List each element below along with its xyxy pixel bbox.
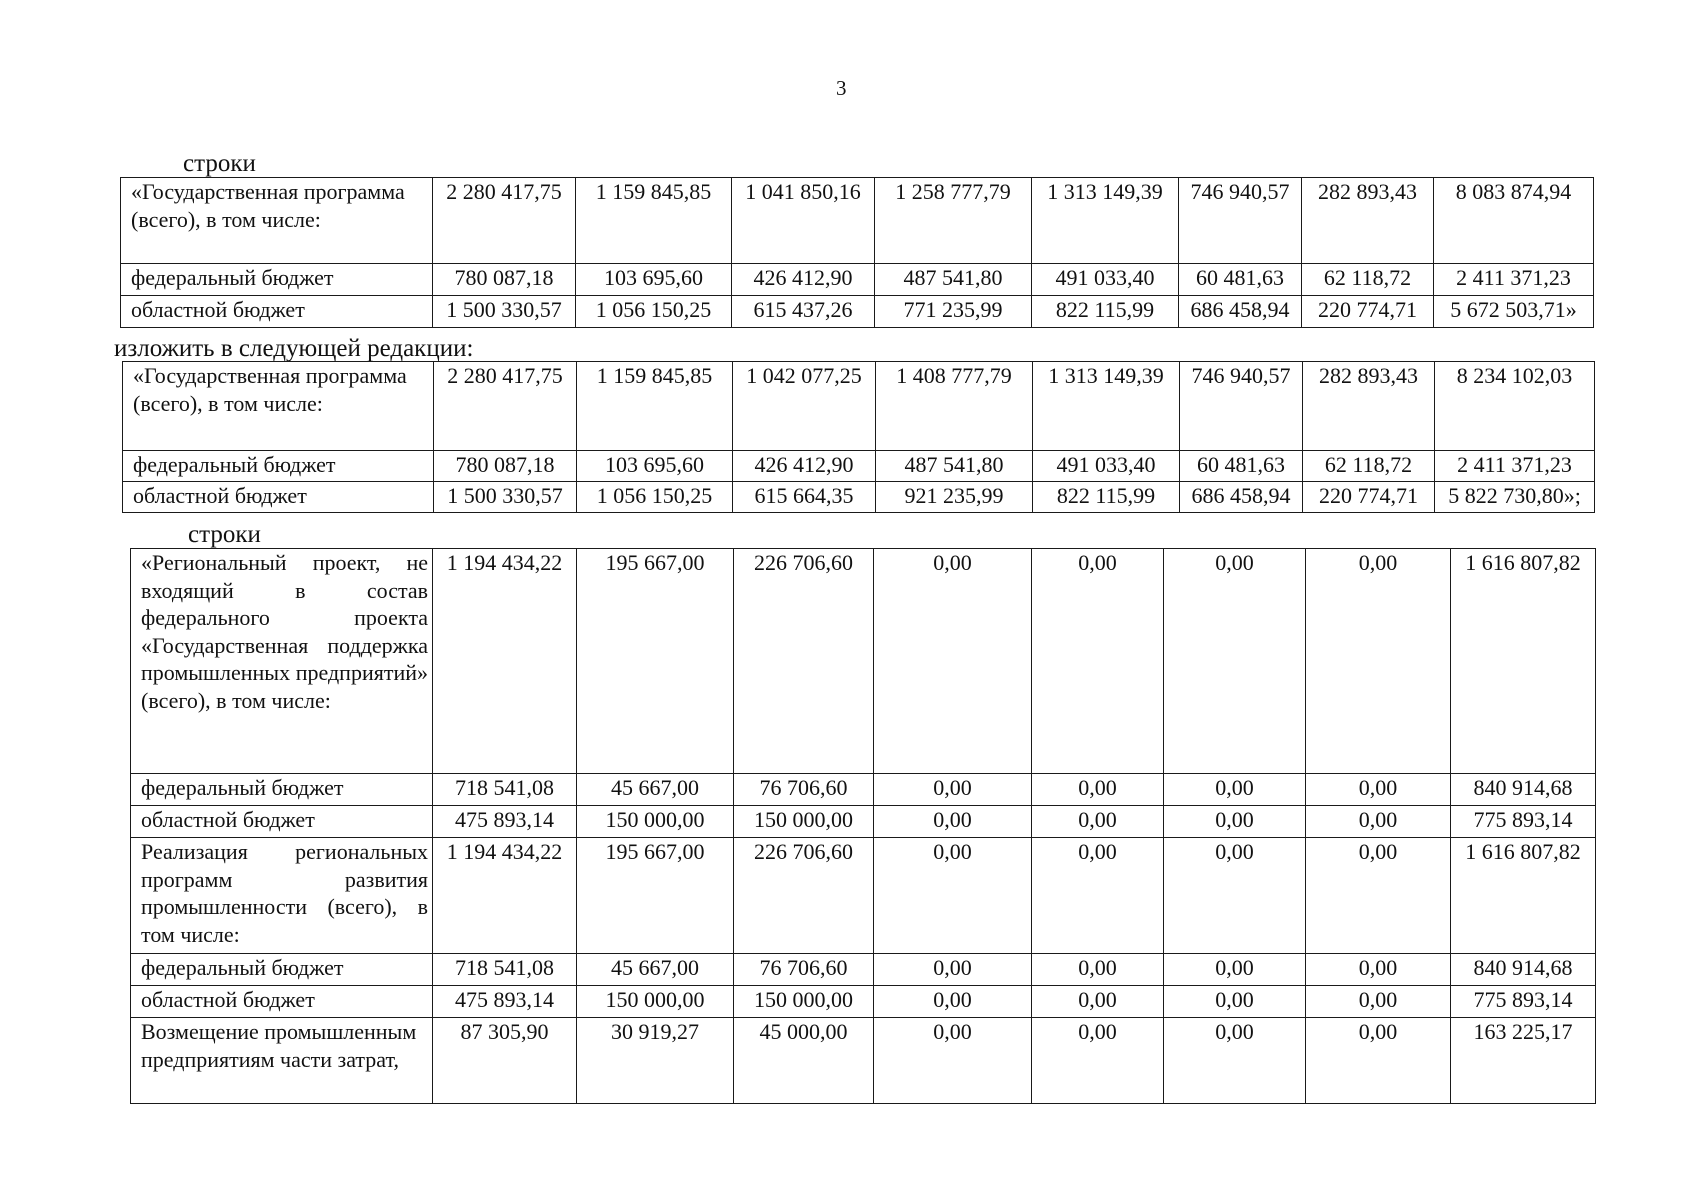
cell-value: 0,00: [1032, 806, 1164, 838]
cell-value: 822 115,99: [1032, 296, 1179, 328]
cell-value: 0,00: [1164, 774, 1306, 806]
cell-value: 226 706,60: [734, 549, 874, 774]
cell-value: 0,00: [1164, 806, 1306, 838]
cell-value: 780 087,18: [433, 264, 576, 296]
table-row: [123, 362, 1595, 451]
cell-value: 1 056 150,25: [576, 296, 732, 328]
row-name: «Государственная программа (всего), в том числе:: [121, 178, 433, 264]
cell-value: 76 706,60: [734, 774, 874, 806]
cell-value: 0,00: [874, 838, 1032, 954]
cell-value: 2 280 417,75: [433, 178, 576, 264]
cell-value: 0,00: [1306, 986, 1451, 1018]
cell-value: 0,00: [1164, 986, 1306, 1018]
cell-value: 1 500 330,57: [433, 296, 576, 328]
cell-value: 1 313 149,39: [1033, 362, 1180, 451]
table-row: [123, 482, 1595, 513]
row-name: федеральный бюджет: [131, 774, 433, 806]
cell-value: 1 041 850,16: [732, 178, 875, 264]
cell-value: 718 541,08: [433, 774, 577, 806]
table-row: [131, 806, 1596, 838]
cell-value: 0,00: [874, 774, 1032, 806]
finance-table-old: [120, 177, 1594, 328]
heading-rows-1: строки: [183, 150, 256, 177]
cell-total: 2 411 371,23: [1434, 264, 1594, 296]
cell-value: 475 893,14: [433, 986, 577, 1018]
cell-value: 103 695,60: [577, 451, 733, 482]
cell-value: 487 541,80: [875, 264, 1032, 296]
cell-value: 150 000,00: [577, 986, 734, 1018]
cell-value: 0,00: [1164, 838, 1306, 954]
cell-value: 686 458,94: [1180, 482, 1303, 513]
table-row: [121, 264, 1594, 296]
table-row: [131, 1018, 1596, 1104]
cell-value: 76 706,60: [734, 954, 874, 986]
cell-value: 150 000,00: [734, 806, 874, 838]
cell-total: 775 893,14: [1451, 986, 1596, 1018]
cell-value: 0,00: [1032, 986, 1164, 1018]
cell-value: 426 412,90: [733, 451, 876, 482]
cell-value: 921 235,99: [876, 482, 1033, 513]
heading-rows-2: строки: [188, 521, 261, 548]
cell-value: 0,00: [874, 986, 1032, 1018]
cell-value: 150 000,00: [734, 986, 874, 1018]
cell-value: 2 280 417,75: [434, 362, 577, 451]
cell-value: 487 541,80: [876, 451, 1033, 482]
cell-value: 0,00: [874, 806, 1032, 838]
row-name: «Государственная программа (всего), в том числе:: [123, 362, 434, 451]
cell-total: 5 822 730,80»;: [1435, 482, 1595, 513]
heading-amend: изложить в следующей редакции:: [114, 335, 474, 362]
row-name: Реализация региональных программ развития промышленности (всего), в том числе:: [131, 838, 433, 954]
cell-value: 62 118,72: [1303, 451, 1435, 482]
cell-value: 686 458,94: [1179, 296, 1302, 328]
cell-value: 1 408 777,79: [876, 362, 1033, 451]
row-name: областной бюджет: [121, 296, 433, 328]
cell-value: 1 194 434,22: [433, 838, 577, 954]
cell-value: 615 664,35: [733, 482, 876, 513]
cell-value: 491 033,40: [1033, 451, 1180, 482]
cell-value: 282 893,43: [1303, 362, 1435, 451]
row-name: областной бюджет: [131, 986, 433, 1018]
cell-total: 2 411 371,23: [1435, 451, 1595, 482]
cell-value: 0,00: [1306, 954, 1451, 986]
page-number: 3: [836, 76, 847, 100]
cell-value: 491 033,40: [1032, 264, 1179, 296]
cell-value: 30 919,27: [577, 1018, 734, 1104]
cell-value: 0,00: [1032, 774, 1164, 806]
cell-value: 0,00: [1306, 549, 1451, 774]
row-name: федеральный бюджет: [121, 264, 433, 296]
row-name: областной бюджет: [131, 806, 433, 838]
table-row: [123, 451, 1595, 482]
cell-total: 1 616 807,82: [1451, 549, 1596, 774]
cell-value: 0,00: [1032, 838, 1164, 954]
cell-value: 0,00: [1306, 806, 1451, 838]
cell-value: 0,00: [1164, 1018, 1306, 1104]
cell-value: 1 042 077,25: [733, 362, 876, 451]
cell-value: 45 667,00: [577, 954, 734, 986]
cell-value: 1 258 777,79: [875, 178, 1032, 264]
cell-value: 1 194 434,22: [433, 549, 577, 774]
row-name: федеральный бюджет: [131, 954, 433, 986]
cell-total: 8 083 874,94: [1434, 178, 1594, 264]
cell-value: 60 481,63: [1180, 451, 1303, 482]
cell-value: 771 235,99: [875, 296, 1032, 328]
table-row: [131, 774, 1596, 806]
cell-value: 1 500 330,57: [434, 482, 577, 513]
cell-value: 45 000,00: [734, 1018, 874, 1104]
cell-value: 615 437,26: [732, 296, 875, 328]
row-name: Возмещение промышленным предприятиям части затрат,: [131, 1018, 433, 1104]
cell-value: 1 313 149,39: [1032, 178, 1179, 264]
cell-value: 0,00: [1164, 954, 1306, 986]
cell-value: 0,00: [874, 1018, 1032, 1104]
cell-total: 840 914,68: [1451, 954, 1596, 986]
cell-value: 195 667,00: [577, 838, 734, 954]
finance-table-regional: [130, 548, 1596, 1104]
finance-table-new: [122, 361, 1595, 513]
row-name: «Региональный проект, не входящий в состав федерального проекта «Государственная поддержка промышленных предприятий» (всего), в том числе:: [131, 549, 433, 774]
cell-value: 1 159 845,85: [576, 178, 732, 264]
row-name: областной бюджет: [123, 482, 434, 513]
cell-value: 0,00: [1306, 774, 1451, 806]
cell-total: 163 225,17: [1451, 1018, 1596, 1104]
cell-value: 0,00: [1164, 549, 1306, 774]
cell-total: 1 616 807,82: [1451, 838, 1596, 954]
cell-total: 840 914,68: [1451, 774, 1596, 806]
table-row: [121, 178, 1594, 264]
cell-value: 220 774,71: [1303, 482, 1435, 513]
cell-value: 62 118,72: [1302, 264, 1434, 296]
cell-value: 226 706,60: [734, 838, 874, 954]
cell-value: 426 412,90: [732, 264, 875, 296]
cell-value: 0,00: [1032, 549, 1164, 774]
table-row: [131, 954, 1596, 986]
table-row: [131, 986, 1596, 1018]
cell-total: 5 672 503,71»: [1434, 296, 1594, 328]
cell-total: 8 234 102,03: [1435, 362, 1595, 451]
cell-value: 1 159 845,85: [577, 362, 733, 451]
cell-value: 0,00: [1032, 954, 1164, 986]
cell-value: 746 940,57: [1179, 178, 1302, 264]
cell-value: 282 893,43: [1302, 178, 1434, 264]
table-row: [121, 296, 1594, 328]
cell-value: 195 667,00: [577, 549, 734, 774]
cell-value: 1 056 150,25: [577, 482, 733, 513]
cell-total: 775 893,14: [1451, 806, 1596, 838]
cell-value: 220 774,71: [1302, 296, 1434, 328]
cell-value: 150 000,00: [577, 806, 734, 838]
cell-value: 0,00: [874, 954, 1032, 986]
table-row: [131, 838, 1596, 954]
row-name: федеральный бюджет: [123, 451, 434, 482]
cell-value: 0,00: [874, 549, 1032, 774]
cell-value: 718 541,08: [433, 954, 577, 986]
cell-value: 103 695,60: [576, 264, 732, 296]
cell-value: 87 305,90: [433, 1018, 577, 1104]
cell-value: 45 667,00: [577, 774, 734, 806]
cell-value: 822 115,99: [1033, 482, 1180, 513]
cell-value: 0,00: [1306, 1018, 1451, 1104]
cell-value: 60 481,63: [1179, 264, 1302, 296]
cell-value: 475 893,14: [433, 806, 577, 838]
cell-value: 0,00: [1032, 1018, 1164, 1104]
cell-value: 780 087,18: [434, 451, 577, 482]
cell-value: 0,00: [1306, 838, 1451, 954]
cell-value: 746 940,57: [1180, 362, 1303, 451]
table-row: [131, 549, 1596, 774]
